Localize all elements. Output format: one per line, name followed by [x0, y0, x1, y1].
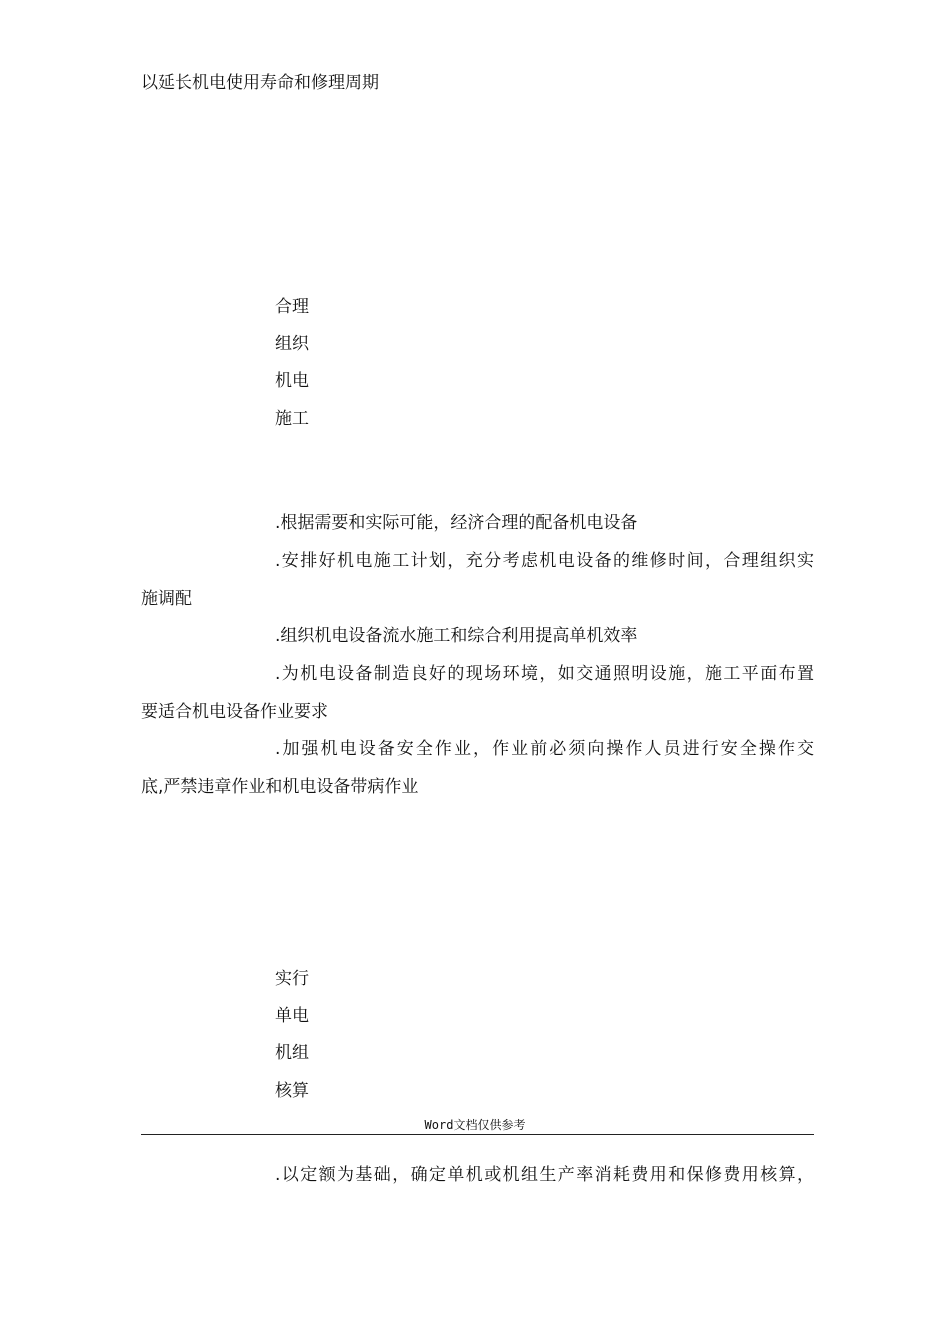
list-item [141, 618, 814, 656]
item-text: .组织机电设备流水施工和综合利用提高单机效率 [275, 626, 638, 646]
list-item [141, 505, 814, 543]
heading-line: 单电 [275, 1006, 309, 1026]
item-text: .加强机电设备安全作业，作业前必须向操作人员进行安全操作交 [275, 739, 814, 759]
list-item [141, 731, 814, 806]
item-text: .安排好机电施工计划，充分考虑机电设备的维修时间，合理组织实 [275, 551, 814, 571]
item-text: .为机电设备制造良好的现场环境，如交通照明设施，施工平面布置 [275, 664, 814, 684]
item-continuation: 要适合机电设备作业要求 [141, 701, 328, 722]
item-text: .以定额为基础，确定单机或机组生产率消耗费用和保修费用核算， [275, 1165, 814, 1185]
footer-divider [141, 1134, 814, 1135]
item-continuation: 施调配 [141, 588, 192, 609]
heading-line: 施工 [275, 409, 309, 429]
heading-line: 合理 [275, 297, 309, 317]
heading-line: 机组 [275, 1043, 309, 1063]
item-text: .根据需要和实际可能，经济合理的配备机电设备 [275, 513, 638, 533]
item-continuation: 底,严禁违章作业和机电设备带病作业 [141, 776, 419, 797]
top-line: 以延长机电使用寿命和修理周期 [141, 73, 379, 93]
heading-line: 核算 [275, 1081, 309, 1101]
page-footer: Word文档仅供参考 [424, 1118, 526, 1132]
heading-line: 实行 [275, 969, 309, 989]
heading-line: 组织 [275, 334, 309, 354]
heading-line: 机电 [275, 371, 309, 391]
list-item [141, 543, 814, 618]
list-item [141, 656, 814, 731]
list-item [141, 1157, 814, 1195]
